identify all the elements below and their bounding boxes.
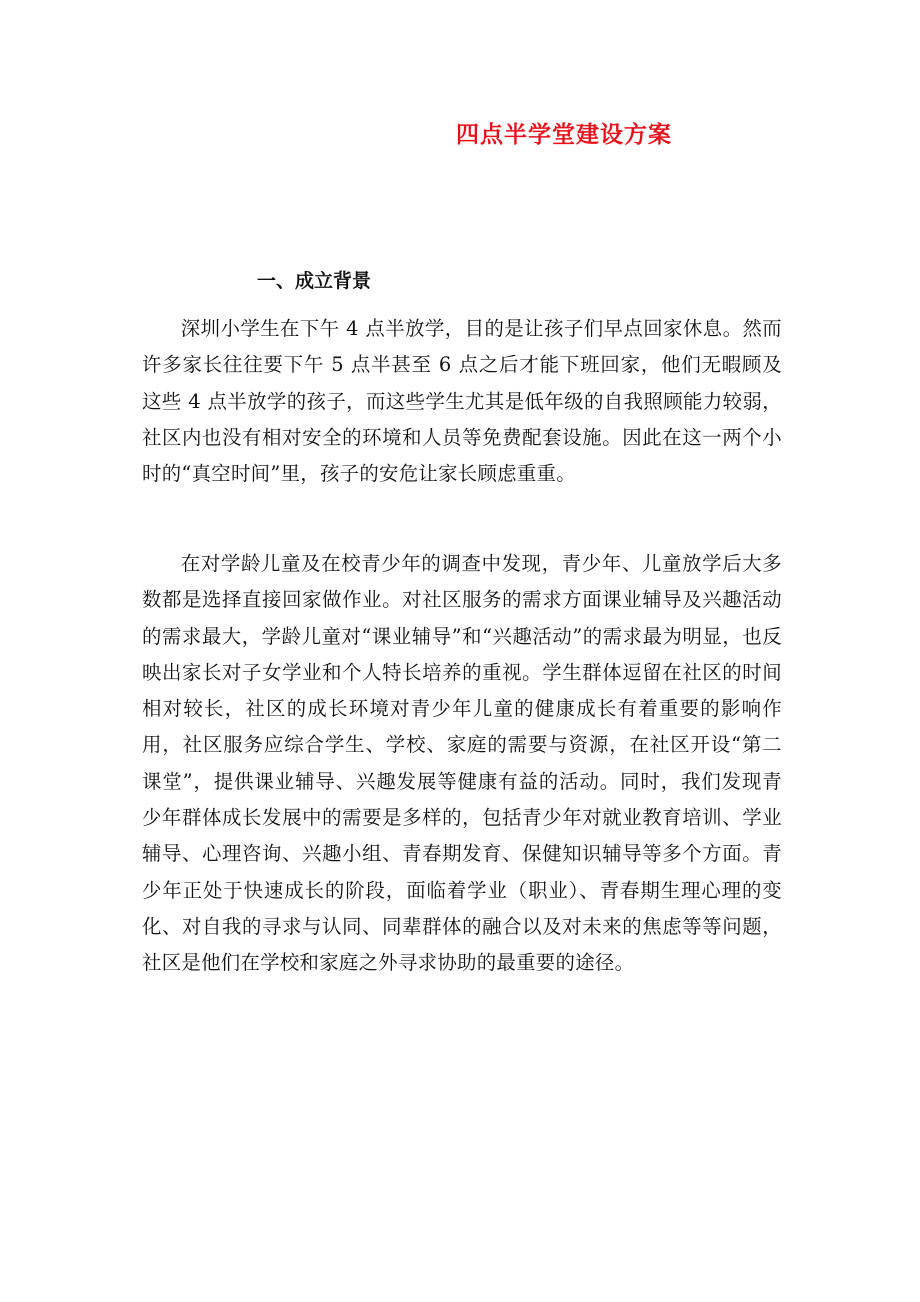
body-paragraph: 深圳小学生在下午 4 点半放学，目的是让孩子们早点回家休息。然而许多家长往往要下午 5 点半甚至 6 点之后才能下班回家，他们无暇顾及这些 4 点半放学的孩子，而这些学生尤其是低年级的自我照顾能力较弱，社区内也没有相对安全的环境和人员等免费配套设施。因此在这一两个小时的“真空时间”里，孩子的安危让家长顾虑重重。 (142, 317, 782, 486)
section-heading: 一、成立背景 (257, 270, 372, 292)
body-paragraph: 在对学龄儿童及在校青少年的调查中发现，青少年、儿童放学后大多数都是选择直接回家做作业。对社区服务的需求方面课业辅导及兴趣活动的需求最大，学龄儿童对“课业辅导”和“兴趣活动”的需求最为明显，也反映出家长对子女学业和个人特长培养的重视。学生群体逗留在社区的时间相对较长，社区的成长环境对青少年儿童的健康成长有着重要的影响作用，社区服务应综合学生、学校、家庭的需要与资源，在社区开设“第二课堂”，提供课业辅导、兴趣发展等健康有益的活动。同时，我们发现青少年群体成长发展中的需要是多样的，包括青少年对就业教育培训、学业辅导、心理咨询、兴趣小组、青春期发育、保健知识辅导等多个方面。青少年正处于快速成长的阶段，面临着学业（职业）、青春期生理心理的变化、对自我的寻求与认同、同辈群体的融合以及对未来的焦虑等等问题，社区是他们在学校和家庭之外寻求协助的最重要的途径。 (142, 552, 782, 975)
document-title: 四点半学堂建设方案 (456, 121, 672, 148)
